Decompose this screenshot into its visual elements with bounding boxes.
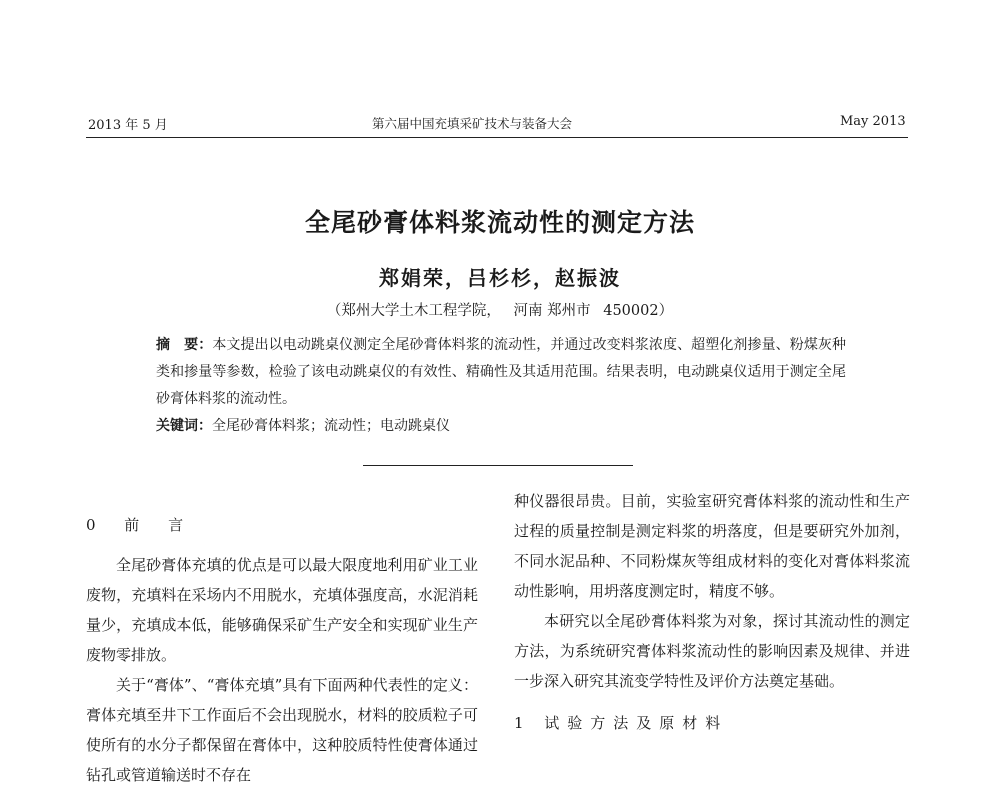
right-column [514, 486, 910, 738]
affiliation-institution: （郑州大学土木工程学院， [326, 303, 501, 319]
abstract-text: 本文提出以电动跳桌仪测定全尾砂膏体料浆的流动性，并通过改变料浆浓度、超塑化剂掺量、粉煤灰种类和掺量等参数，检验了该电动跳桌仪的有效性、精确性及其适用范围。结果表明，电动跳桌仪适用于测定全尾砂膏体料浆的流动性。 [156, 337, 847, 407]
paragraph: 本研究以全尾砂膏体料浆为对象，探讨其流动性的测定方法，为系统研究膏体料浆流动性的影响因素及规律、并进一步深入研究其流变学特性及评价方法奠定基础。 [514, 612, 910, 690]
paper-authors: 郑娟荣，吕杉杉，赵振波 [379, 266, 621, 290]
section-heading-0: 0 前 言 [86, 516, 196, 534]
header-date-en: May 2013 [840, 114, 906, 129]
paragraph: 全尾砂膏体充填的优点是可以最大限度地利用矿业工业废物，充填料在采场内不用脱水，充填体强度高，水泥消耗量少，充填成本低，能够确保采矿生产安全和实现矿业生产废物零排放。 [86, 556, 478, 664]
paragraph-continuation: 种仪器很昂贵。目前，实验室研究膏体料浆的流动性和生产过程的质量控制是测定料浆的坍落度，但是要研究外加剂，不同水泥品种、不同粉煤灰等组成材料的变化对膏体料浆流动性影响，用坍落度测定时，精度不够。 [514, 492, 910, 600]
paper-affiliation [0, 299, 1000, 320]
header-rule [86, 137, 908, 138]
section-divider [363, 465, 633, 466]
paragraph: 关于“膏体”、“膏体充填”具有下面两种代表性的定义：膏体充填至井下工作面后不会出现脱水，材料的胶质粒子可使所有的水分子都保留在膏体中，这种胶质特性使膏体通过钻孔或管道输送时不存在 [86, 676, 478, 784]
abstract-label: 摘 要： [156, 337, 213, 353]
header-date: 2013 年 5 月 [88, 118, 168, 133]
paper-title: 全尾砂膏体料浆流动性的测定方法 [304, 208, 695, 237]
section-heading-1: 1 试验方法及原材料 [514, 714, 729, 732]
keywords [156, 413, 450, 440]
keywords-text: 全尾砂膏体料浆；流动性；电动跳桌仪 [212, 418, 450, 434]
abstract [156, 332, 846, 413]
affiliation-postcode: 450002） [603, 303, 674, 319]
left-column [86, 510, 478, 790]
keywords-label: 关键词： [156, 418, 212, 434]
affiliation-location: 河南 郑州市 [513, 303, 591, 319]
header-conference: 第六届中国充填采矿技术与装备大会 [372, 116, 573, 131]
